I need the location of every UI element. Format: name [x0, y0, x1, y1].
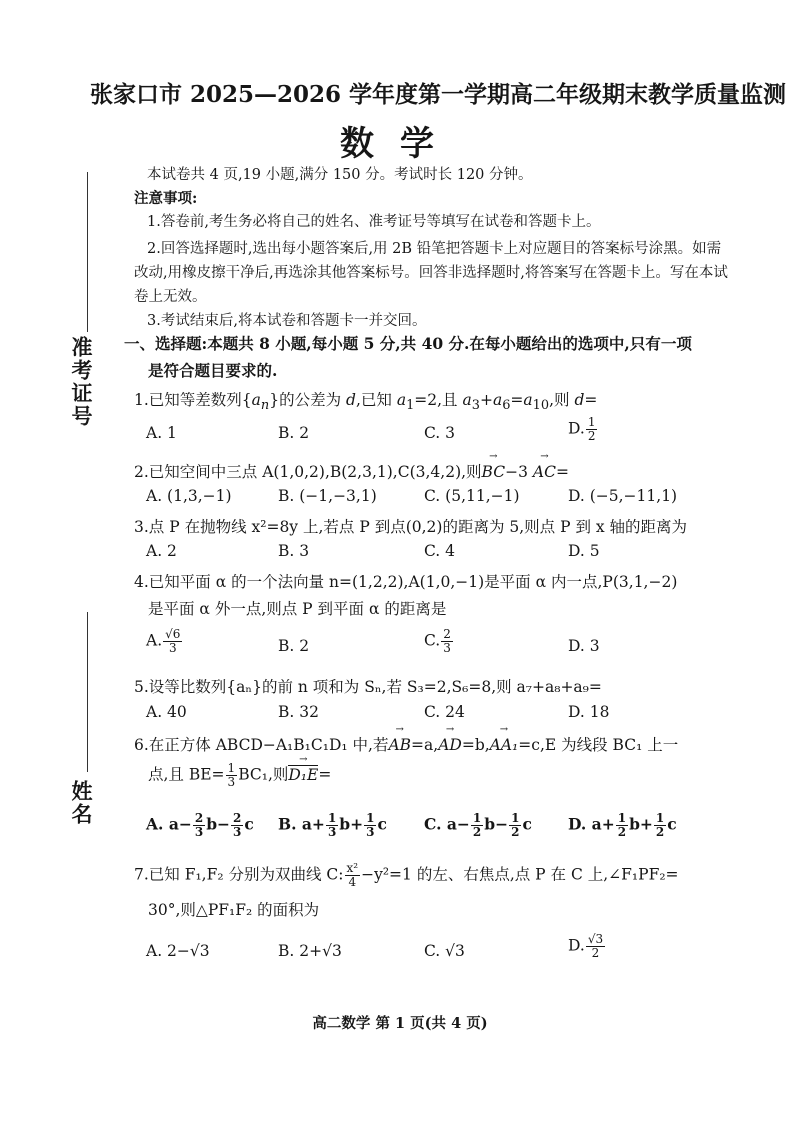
exam-title: 张家口市 2025—2026 学年度第一学期高二年级期末教学质量监测: [90, 81, 787, 108]
exam-id-label: 准考证号: [69, 336, 94, 428]
question-4-stem-cont: 是平面 α 外一点,则点 P 到平面 α 的距离是: [148, 600, 447, 618]
question-2-option-d: D. (−5,−11,1): [568, 487, 678, 505]
question-2-stem: 2.已知空间中三点 A(1,0,2),B(2,3,1),C(3,4,2),则→ BC−3 → AC=: [134, 460, 569, 482]
section-1-heading-cont: 是符合题目要求的.: [148, 361, 278, 380]
notice-item-2-end: 卷上无效。: [134, 289, 207, 305]
page-footer: 高二数学 第 1 页(共 4 页): [312, 1015, 488, 1032]
notice-heading: 注意事项:: [134, 190, 198, 207]
question-4-option-c: C. $\frac{2}{3}$: [424, 627, 451, 655]
question-1-option-d: D. $\frac{1}{2}$: [568, 415, 596, 443]
question-2-option-a: A. (1,3,−1): [146, 487, 232, 505]
question-4-option-b: B. 2: [278, 637, 310, 655]
question-3-stem: 3.点 P 在抛物线 x²=8y 上,若点 P 到点(0,2)的距离为 5,则点 P 到 x 轴的距离为: [134, 518, 688, 536]
question-4-option-d: D. 3: [568, 637, 600, 655]
question-2-option-b: B. (−1,−3,1): [278, 487, 377, 505]
question-5-option-d: D. 18: [568, 703, 610, 721]
name-line: [87, 612, 88, 772]
notice-item-3: 3.考试结束后,将本试卷和答题卡一并交回。: [147, 313, 427, 329]
notice-item-2-cont: 改动,用橡皮擦干净后,再选涂其他答案标号。回答非选择题时,将答案写在答题卡上。写在本试: [134, 265, 728, 281]
question-7-option-c: C. √3: [424, 942, 465, 960]
question-6-option-c: C. a− $\frac{1}{2}$ b− $\frac{1}{2}$ c: [424, 811, 532, 839]
question-7-stem: 7.已知 F₁,F₂ 分别为双曲线 C: $\frac{\text{x²}}{4}$ −y²=1 的左、右焦点,点 P 在 C 上,∠F₁PF₂=: [134, 861, 679, 889]
question-7-option-a: A. 2−√3: [146, 942, 210, 960]
question-7-stem-cont: 30°,则△PF₁F₂ 的面积为: [148, 901, 320, 919]
question-3-option-a: A. 2: [146, 542, 177, 560]
question-6-stem: 6.在正方体 ABCD−A₁B₁C₁D₁ 中,若→ AB=a,→ AD=b,→ AA₁=c,E 为线段 BC₁ 上一: [134, 733, 678, 755]
question-1-option-a: A. 1: [146, 424, 177, 442]
section-1-heading: 一、选择题:本题共 8 小题,每小题 5 分,共 40 分.在每小题给出的选项中,只有一项: [124, 334, 692, 353]
question-3-option-b: B. 3: [278, 542, 310, 560]
question-5-option-b: B. 32: [278, 703, 319, 721]
intro-text: 本试卷共 4 页,19 小题,满分 150 分。考试时长 120 分钟。: [147, 167, 533, 183]
question-6-option-d: D. a+ $\frac{1}{2}$ b+ $\frac{1}{2}$ c: [568, 811, 677, 839]
question-1-stem: 1.已知等差数列$\{a_n\}$的公差为 d,已知 $a_1=2$,且 $a_3+a_6=a_{10}$,则 d=: [134, 391, 598, 414]
name-label: 姓名: [69, 780, 94, 826]
question-5-option-c: C. 24: [424, 703, 465, 721]
question-7-option-b: B. 2+√3: [278, 942, 342, 960]
question-6-option-b: B. a+ $\frac{1}{3}$ b+ $\frac{1}{3}$ c: [278, 811, 387, 839]
question-7-option-d: D. $\frac{√3}{2}$: [568, 932, 604, 960]
notice-item-2: 2.回答选择题时,选出每小题答案后,用 2B 铅笔把答题卡上对应题目的答案标号涂黑。如需: [147, 241, 722, 257]
question-3-option-c: C. 4: [424, 542, 456, 560]
question-3-option-d: D. 5: [568, 542, 600, 560]
exam-id-line: [87, 172, 88, 332]
question-1-option-b: B. 2: [278, 424, 310, 442]
question-6-option-a: A. a− $\frac{2}{3}$ b− $\frac{2}{3}$ c: [146, 811, 254, 839]
question-5-stem: 5.设等比数列{aₙ}的前 n 项和为 Sₙ,若 S₃=2,S₆=8,则 a₇+a₈+a₉=: [134, 678, 602, 696]
question-6-stem-cont: 点,且 BE= $\frac{1}{3}$ BC₁,则→ D₁E=: [148, 762, 331, 789]
question-4-option-a: A. $\frac{√6}{3}$: [146, 627, 181, 655]
question-1-option-c: C. 3: [424, 424, 456, 442]
question-2-option-c: C. (5,11,−1): [424, 487, 520, 505]
notice-item-1: 1.答卷前,考生务必将自己的姓名、准考证号等填写在试卷和答题卡上。: [147, 214, 601, 230]
question-5-option-a: A. 40: [146, 703, 187, 721]
question-4-stem: 4.已知平面 α 的一个法向量 n=(1,2,2),A(1,0,−1)是平面 α 内一点,P(3,1,−2): [134, 573, 678, 591]
subject-title: 数学: [340, 124, 460, 164]
